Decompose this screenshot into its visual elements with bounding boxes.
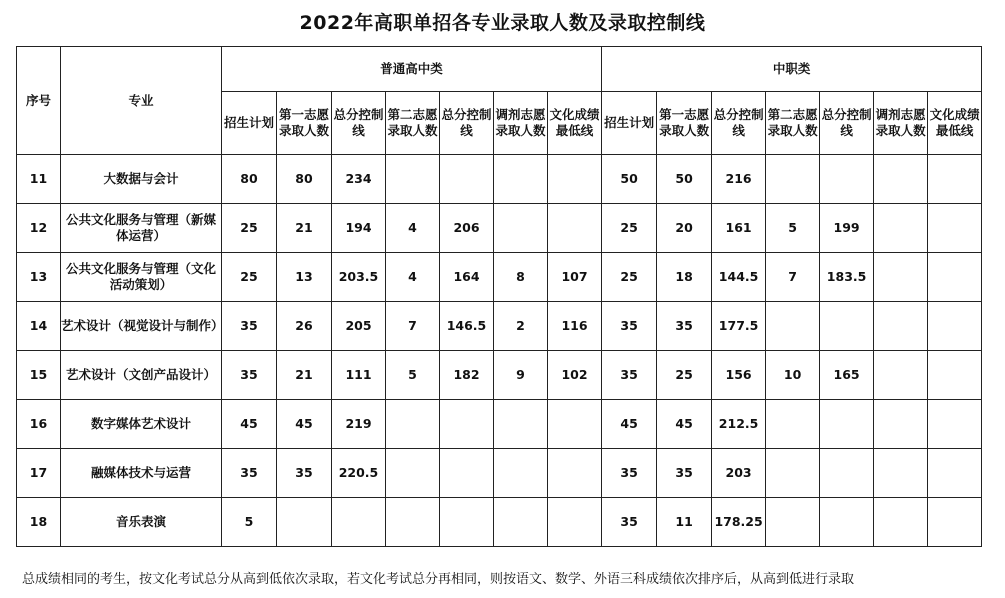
cell-vocational-col-7 <box>928 498 982 547</box>
cell-general-col-6 <box>494 498 548 547</box>
cell-vocational-col-6 <box>874 155 928 204</box>
header-general-col-3: 总分控制线 <box>332 92 386 155</box>
cell-vocational-col-6 <box>874 253 928 302</box>
cell-vocational-col-2: 35 <box>657 449 712 498</box>
header-vocational-col-4: 第二志愿录取人数 <box>766 92 820 155</box>
cell-vocational-col-2: 11 <box>657 498 712 547</box>
cell-vocational-col-7 <box>928 302 982 351</box>
cell-general-col-7: 116 <box>548 302 602 351</box>
cell-vocational-col-5 <box>820 449 874 498</box>
cell-general-col-7 <box>548 204 602 253</box>
cell-vocational-col-7 <box>928 351 982 400</box>
cell-general-col-3: 194 <box>332 204 386 253</box>
cell-vocational-col-2: 20 <box>657 204 712 253</box>
cell-vocational-col-3: 178.25 <box>712 498 766 547</box>
cell-vocational-col-2: 18 <box>657 253 712 302</box>
table-row <box>17 253 982 302</box>
row-seq: 17 <box>17 449 61 498</box>
cell-vocational-col-4: 10 <box>766 351 820 400</box>
table-row <box>17 155 982 204</box>
header-general-col-2: 第一志愿录取人数 <box>277 92 332 155</box>
row-seq: 11 <box>17 155 61 204</box>
cell-vocational-col-6 <box>874 204 928 253</box>
cell-vocational-col-3: 212.5 <box>712 400 766 449</box>
cell-vocational-col-1: 35 <box>602 498 657 547</box>
footer-note: 总成绩相同的考生，按文化考试总分从高到低依次录取，若文化考试总分再相同，则按语文、数学、外语三科成绩依次排序后，从高到低进行录取 <box>22 572 855 587</box>
cell-general-col-5 <box>440 449 494 498</box>
cell-vocational-col-4 <box>766 400 820 449</box>
row-major: 数字媒体艺术设计 <box>61 400 222 449</box>
row-seq: 14 <box>17 302 61 351</box>
header-vocational-col-7: 文化成绩最低线 <box>928 92 982 155</box>
row-seq: 15 <box>17 351 61 400</box>
header-general-col-7: 文化成绩最低线 <box>548 92 602 155</box>
cell-vocational-col-1: 35 <box>602 302 657 351</box>
header-vocational-col-6: 调剂志愿录取人数 <box>874 92 928 155</box>
cell-general-col-7 <box>548 449 602 498</box>
cell-general-col-2: 35 <box>277 449 332 498</box>
cell-general-col-4: 4 <box>386 204 440 253</box>
cell-vocational-col-6 <box>874 351 928 400</box>
cell-vocational-col-3: 216 <box>712 155 766 204</box>
cell-vocational-col-7 <box>928 449 982 498</box>
cell-general-col-1: 80 <box>222 155 277 204</box>
cell-general-col-3: 219 <box>332 400 386 449</box>
cell-vocational-col-7 <box>928 155 982 204</box>
cell-vocational-col-5: 183.5 <box>820 253 874 302</box>
page-title: 2022年高职单招各专业录取人数及录取控制线 <box>299 12 706 34</box>
row-major: 公共文化服务与管理（文化活动策划） <box>61 253 222 302</box>
cell-general-col-4 <box>386 449 440 498</box>
cell-general-col-4 <box>386 155 440 204</box>
row-seq: 13 <box>17 253 61 302</box>
cell-general-col-7: 102 <box>548 351 602 400</box>
cell-vocational-col-6 <box>874 400 928 449</box>
cell-general-col-1: 25 <box>222 253 277 302</box>
cell-vocational-col-6 <box>874 498 928 547</box>
header-general-col-1: 招生计划 <box>222 92 277 155</box>
cell-vocational-col-2: 50 <box>657 155 712 204</box>
header-group-general: 普通高中类 <box>222 47 602 92</box>
cell-vocational-col-2: 35 <box>657 302 712 351</box>
cell-vocational-col-4 <box>766 449 820 498</box>
cell-general-col-6: 2 <box>494 302 548 351</box>
header-vocational-col-1: 招生计划 <box>602 92 657 155</box>
cell-vocational-col-1: 25 <box>602 204 657 253</box>
header-vocational-col-2: 第一志愿录取人数 <box>657 92 712 155</box>
header-general-col-6: 调剂志愿录取人数 <box>494 92 548 155</box>
cell-general-col-1: 35 <box>222 302 277 351</box>
cell-vocational-col-5 <box>820 155 874 204</box>
cell-general-col-2: 26 <box>277 302 332 351</box>
cell-general-col-3: 220.5 <box>332 449 386 498</box>
cell-vocational-col-4 <box>766 155 820 204</box>
cell-general-col-1: 5 <box>222 498 277 547</box>
cell-general-col-2: 21 <box>277 351 332 400</box>
header-group-vocational: 中职类 <box>602 47 982 92</box>
header-vocational-col-3: 总分控制线 <box>712 92 766 155</box>
header-seq: 序号 <box>17 47 61 155</box>
cell-general-col-7 <box>548 400 602 449</box>
cell-vocational-col-3: 156 <box>712 351 766 400</box>
cell-general-col-1: 35 <box>222 351 277 400</box>
cell-vocational-col-4 <box>766 498 820 547</box>
cell-general-col-6 <box>494 449 548 498</box>
cell-general-col-5 <box>440 155 494 204</box>
row-seq: 16 <box>17 400 61 449</box>
cell-vocational-col-2: 25 <box>657 351 712 400</box>
cell-general-col-6: 9 <box>494 351 548 400</box>
table-row <box>17 204 982 253</box>
table-row <box>17 449 982 498</box>
row-major: 艺术设计（文创产品设计） <box>61 351 222 400</box>
cell-general-col-3: 203.5 <box>332 253 386 302</box>
cell-general-col-3 <box>332 498 386 547</box>
cell-vocational-col-1: 45 <box>602 400 657 449</box>
cell-general-col-2: 13 <box>277 253 332 302</box>
cell-vocational-col-5 <box>820 498 874 547</box>
row-seq: 18 <box>17 498 61 547</box>
cell-vocational-col-3: 161 <box>712 204 766 253</box>
header-vocational-col-5: 总分控制线 <box>820 92 874 155</box>
cell-general-col-3: 111 <box>332 351 386 400</box>
cell-vocational-col-4 <box>766 302 820 351</box>
cell-general-col-5: 164 <box>440 253 494 302</box>
table-row <box>17 400 982 449</box>
cell-vocational-col-3: 144.5 <box>712 253 766 302</box>
cell-vocational-col-5 <box>820 302 874 351</box>
admission-table <box>16 46 982 547</box>
cell-general-col-5: 182 <box>440 351 494 400</box>
cell-general-col-6: 8 <box>494 253 548 302</box>
cell-general-col-1: 25 <box>222 204 277 253</box>
row-major: 大数据与会计 <box>61 155 222 204</box>
table-row <box>17 351 982 400</box>
cell-general-col-4: 7 <box>386 302 440 351</box>
cell-vocational-col-2: 45 <box>657 400 712 449</box>
table-body <box>17 155 982 547</box>
cell-vocational-col-5: 165 <box>820 351 874 400</box>
cell-general-col-5: 146.5 <box>440 302 494 351</box>
cell-vocational-col-3: 177.5 <box>712 302 766 351</box>
table-row <box>17 498 982 547</box>
cell-general-col-5 <box>440 400 494 449</box>
cell-general-col-5: 206 <box>440 204 494 253</box>
cell-vocational-col-5 <box>820 400 874 449</box>
cell-general-col-7 <box>548 155 602 204</box>
header-row-groups <box>17 47 982 92</box>
cell-general-col-1: 45 <box>222 400 277 449</box>
cell-general-col-4: 5 <box>386 351 440 400</box>
cell-general-col-2 <box>277 498 332 547</box>
cell-vocational-col-4: 7 <box>766 253 820 302</box>
cell-general-col-7: 107 <box>548 253 602 302</box>
cell-general-col-2: 21 <box>277 204 332 253</box>
cell-general-col-6 <box>494 400 548 449</box>
cell-vocational-col-7 <box>928 204 982 253</box>
header-major: 专业 <box>61 47 222 155</box>
cell-general-col-3: 234 <box>332 155 386 204</box>
cell-vocational-col-1: 35 <box>602 351 657 400</box>
cell-vocational-col-3: 203 <box>712 449 766 498</box>
row-major: 艺术设计（视觉设计与制作） <box>61 302 222 351</box>
cell-general-col-4: 4 <box>386 253 440 302</box>
cell-vocational-col-5: 199 <box>820 204 874 253</box>
row-seq: 12 <box>17 204 61 253</box>
cell-vocational-col-6 <box>874 302 928 351</box>
header-general-col-4: 第二志愿录取人数 <box>386 92 440 155</box>
cell-general-col-3: 205 <box>332 302 386 351</box>
cell-general-col-1: 35 <box>222 449 277 498</box>
cell-general-col-6 <box>494 155 548 204</box>
cell-vocational-col-4: 5 <box>766 204 820 253</box>
cell-general-col-4 <box>386 498 440 547</box>
row-major: 公共文化服务与管理（新媒体运营） <box>61 204 222 253</box>
table-row <box>17 302 982 351</box>
cell-general-col-7 <box>548 498 602 547</box>
cell-general-col-4 <box>386 400 440 449</box>
cell-general-col-2: 45 <box>277 400 332 449</box>
cell-vocational-col-1: 35 <box>602 449 657 498</box>
cell-vocational-col-7 <box>928 400 982 449</box>
row-major: 融媒体技术与运营 <box>61 449 222 498</box>
cell-vocational-col-6 <box>874 449 928 498</box>
cell-general-col-2: 80 <box>277 155 332 204</box>
row-major: 音乐表演 <box>61 498 222 547</box>
cell-general-col-5 <box>440 498 494 547</box>
cell-vocational-col-1: 50 <box>602 155 657 204</box>
cell-vocational-col-7 <box>928 253 982 302</box>
cell-vocational-col-1: 25 <box>602 253 657 302</box>
header-general-col-5: 总分控制线 <box>440 92 494 155</box>
cell-general-col-6 <box>494 204 548 253</box>
